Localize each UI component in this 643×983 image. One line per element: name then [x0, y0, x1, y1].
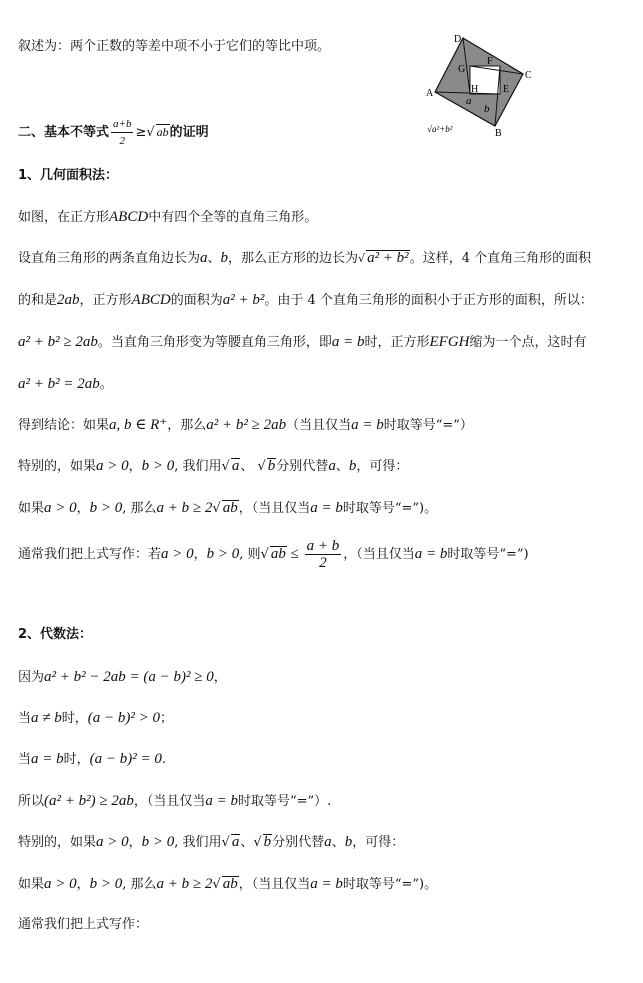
m1-p8: 如果a > 0，b > 0, 那么a + b ≥ 2√ ab，（当且仅当a = b时取等号“=”)。	[18, 500, 438, 516]
m2-q4: 所以(a² + b²) ≥ 2ab，（当且仅当a = b时取等号“=”）.	[18, 793, 332, 809]
label-F: F	[487, 56, 493, 67]
m2-q5: 特别的，如果a > 0，b > 0, 我们用√ a、√ b分别代替a、b，可得：	[18, 834, 405, 850]
method1-title: 1、几何面积法：	[18, 168, 119, 183]
label-G: G	[458, 64, 466, 75]
label-E: E	[503, 84, 510, 95]
section-title: 二、基本不等式 $\frac{a+b}{2}$ ≥√ ab的证明	[18, 118, 209, 147]
m2-q2: 当a ≠ b时，(a − b)² > 0；	[18, 710, 174, 726]
m2-q3: 当a = b时，(a − b)² = 0.	[18, 751, 167, 767]
label-H: H	[471, 84, 479, 95]
label-A: A	[426, 88, 434, 99]
m2-q6: 如果a > 0，b > 0, 那么a + b ≥ 2√ ab，（当且仅当a = b时取等号“=”)。	[18, 876, 438, 892]
geometry-figure	[425, 32, 555, 140]
m1-p4: a² + b² ≥ 2ab。当直角三角形变为等腰直角三角形，即a = b时，正方形EFGH缩为一个点，这时有	[18, 334, 587, 350]
label-D: D	[454, 34, 462, 45]
label-B: B	[495, 128, 502, 139]
intro-text: 叙述为：两个正数的等差中项不小于它们的等比中项。	[18, 39, 331, 54]
m2-q7: 通常我们把上式写作：	[18, 917, 149, 932]
m1-p1: 如图，在正方形ABCD中有四个全等的直角三角形。	[18, 209, 318, 225]
method2-title: 2、代数法：	[18, 627, 93, 642]
label-a: a	[466, 95, 472, 107]
m1-p2: 设直角三角形的两条直角边长为a、b，那么正方形的边长为√ a² + b²。这样，4 个直角三角形的面积	[18, 250, 592, 266]
m1-p9: 通常我们把上式写作：若a > 0，b > 0, 则√ ab ≤ $\frac{a + b}{2}$ ，（当且仅当a = b时取等号“=”)	[18, 538, 529, 571]
m1-p6: 得到结论：如果a, b ∈ R⁺，那么a² + b² ≥ 2ab（当且仅当a = b时取等号“=”）	[18, 417, 473, 433]
m1-p7: 特别的，如果a > 0，b > 0, 我们用√ a、 √ b分别代替a、b，可得：	[18, 458, 409, 474]
m2-q1: 因为a² + b² − 2ab = (a − b)² ≥ 0，	[18, 669, 227, 685]
m1-p3: 的和是2ab，正方形ABCD的面积为a² + b²。由于 4 个直角三角形的面积小于正方形的面积，所以：	[18, 292, 593, 308]
m1-p5: a² + b² = 2ab。	[18, 376, 113, 392]
side-length-label: √a²+b²	[427, 124, 453, 134]
label-C: C	[525, 70, 532, 81]
label-b: b	[484, 103, 490, 115]
